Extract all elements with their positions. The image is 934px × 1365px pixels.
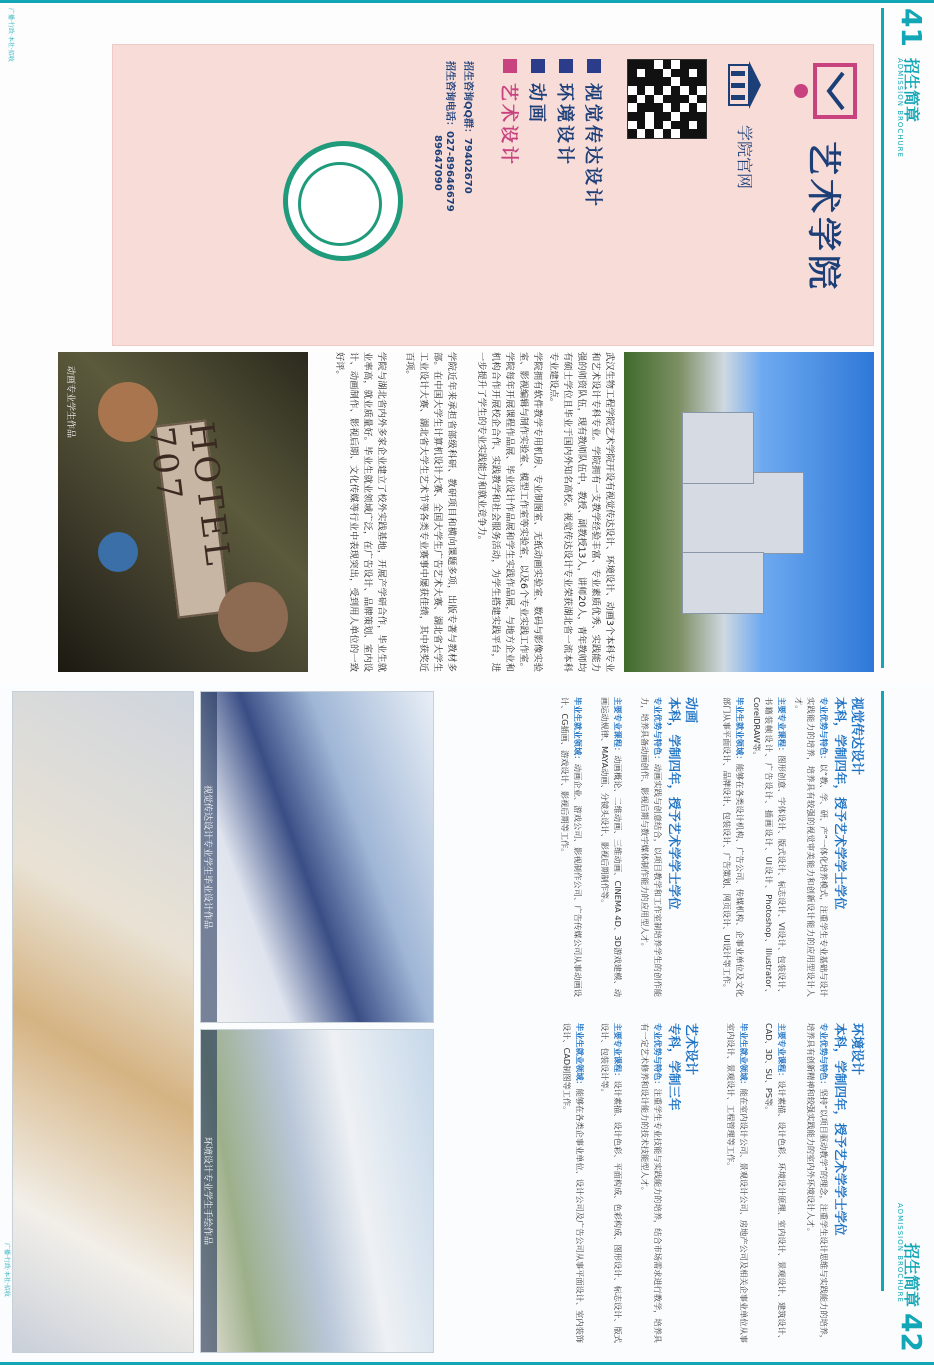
advantage-text: 注重学生专业技能与实践能力的培养，结合市场需求进行教学，培养具有一定艺术修养和设计能力的技术技能型人才。 — [640, 1023, 663, 1343]
courses-label: 主要专业课程： — [613, 697, 623, 756]
footer-left: 广播·行政·本社·招收 — [7, 8, 14, 62]
section-subtitle-animation: 本科，学制四年，授予艺术学学士学位 — [667, 697, 682, 910]
visual-design-work-photo — [200, 691, 434, 1023]
college-logo-icon — [783, 51, 863, 131]
section-subtitle-environment: 本科，学制四年，授予艺术学学士学位 — [833, 1023, 848, 1236]
career-label: 毕业生就业领域： — [573, 697, 583, 764]
courses-text: 图形创意、字体设计、版式设计、标志设计、VI设计、包装设计、书籍装帧设计、广告设计、插画设计、UI设计、Photoshop、Illustrator、CorelDRAW等。 — [752, 697, 787, 997]
building-shape — [682, 552, 764, 614]
career-label: 毕业生就业领域： — [739, 1023, 749, 1089]
major-label: 动画 — [526, 83, 547, 125]
building-shape — [682, 412, 754, 484]
advantage-text: 以“教、学、研、产”一体化培养模式，注重学生专业基础与设计实践能力的培养，培养具有较强的视觉审美能力和创新设计能力的应用型设计人才。 — [794, 697, 829, 997]
page-41 — [0, 0, 934, 682]
visual-courses — [751, 697, 789, 997]
career-label: 毕业生就业领域： — [735, 697, 745, 764]
qr-code-icon[interactable] — [627, 59, 707, 139]
major-item-visual — [581, 59, 607, 209]
building-shape — [682, 472, 804, 554]
career-text: 动画企业、游戏公司、影视制作公司、广告传媒公司从事动画设计、CG插画、游戏设计、影视后期等工作。 — [560, 697, 583, 997]
visual-advantage — [793, 697, 831, 997]
bullet-square-icon — [587, 59, 601, 73]
environment-career — [725, 1023, 750, 1343]
character-figure — [218, 582, 288, 652]
visual-career — [721, 697, 746, 997]
major-item-environment — [553, 59, 579, 167]
major-label: 艺术设计 — [498, 83, 519, 167]
website-label: 学院官网 — [735, 125, 754, 190]
header-title-right: 招生简章 — [902, 1243, 921, 1308]
section-title-art-design: 艺术设计 — [683, 1023, 698, 1076]
art-design-courses — [599, 1023, 624, 1343]
advantage-label: 专业优势与特色： — [653, 1023, 663, 1089]
intro-para-4: 学院与湖北省内外多家企业建立了校外实践基地，开展产学研合作，毕业生就业率高，就业质量好。毕业生就业领域广泛，在广告设计、品牌策划、室内设计、动画制作、影视后期、文化传媒等行业中表现突出，受到用人单位的一致好评。 — [334, 352, 387, 672]
animation-advantage — [639, 697, 664, 997]
major-label: 视觉传达设计 — [582, 83, 603, 209]
intro-para-1: 武汉生物工程学院艺术学院开设有视觉传达设计、环境设计、动画3个本科专业和艺术设计专科专业。学院拥有一支教学经验丰富、专业素质优秀、实践能力强的师资队伍，现有教师队伍中，教授、副教授13人，讲师20人，青年教师均有硕士学位且毕业于国内外知名高校。视觉传达设计专业荣获湖北省一流本科专业建设点。 — [548, 352, 615, 672]
art-design-career — [561, 1023, 586, 1343]
advantage-text: 坚持“以项目驱动教学”的理念，注重学生设计思维与实践能力的培养，培养具有创新精神和较强实践能力的室内外环境设计人才。 — [806, 1023, 829, 1343]
page-42 — [0, 683, 934, 1365]
work-caption: 视觉传达设计专业学生毕业设计作品 — [201, 692, 217, 1022]
major-item-animation — [525, 59, 551, 125]
header-title-left: 招生简章 — [902, 58, 921, 123]
contact-phone: 招生咨询电话：027-89646679 — [444, 61, 455, 212]
intro-para-3: 学院近年来承担省部级科研、教研项目和横向课题多项，出版专著与教材多部。在中国大学生计算机设计大赛、全国大学生广告艺术大赛、湖北省大学生工业设计大赛、湖北省大学生艺术节等各类专业赛事中屡获佳绩，其中获奖近百项。 — [404, 352, 457, 672]
header-sub-right: ADMISSION BROCHURE — [896, 1203, 904, 1303]
college-info-box — [112, 44, 874, 346]
work-caption: 环境设计专业学生手绘作品 — [201, 1030, 217, 1352]
header-rule-right — [881, 691, 884, 1291]
environment-work-photo — [200, 1029, 434, 1353]
major-label: 环境设计 — [554, 83, 575, 167]
advantage-text: 动画实践与创意结合，以项目教学和工作室制培养学生的创作能力，培养具备动画创作、影视后期与数字媒体制作能力的应用型人才。 — [640, 697, 663, 997]
seal-icon — [283, 141, 403, 261]
page-number-42: 42 — [895, 1313, 928, 1352]
courses-label: 主要专业课程： — [613, 1023, 623, 1081]
courses-text: 动画概论、二维动画、三维动画、CINEMA 4D、3D游戏建模、动画运动规律、MAYA动画、分镜头设计、影视后期制作等。 — [600, 697, 623, 997]
advantage-label: 专业优势与特色： — [819, 697, 829, 764]
page-42-header — [878, 683, 934, 1365]
header-sub-left: ADMISSION BROCHURE — [896, 58, 904, 158]
art-design-advantage — [639, 1023, 664, 1343]
section-title-environment: 环境设计 — [849, 1023, 864, 1076]
section-subtitle-visual: 本科，学制四年，授予艺术学学士学位 — [833, 697, 848, 910]
courses-text: 设计素描、设计色彩、环境设计原理、室内设计、景观设计、建筑设计、CAD、3D、SU、PS等。 — [764, 1023, 787, 1343]
contact-qq: 招生咨询QQ群：79402670 — [462, 61, 473, 194]
animation-career — [559, 697, 584, 997]
intro-para-2: 学院拥有软件教学专用机房、专业制图室、无纸动画实验室、数码与影像实验室、影视编辑与制作实验室、模型工作室等实验室，以及6个专业实践工作室。学院每年开展课程作品展、毕业设计作品展和学生实践作品展，与地方企业和机构合作开展校企合作、实践教学和社会服务活动，为学生搭建实践平台，进一步提升了学生的专业实践能力和就业竞争力。 — [476, 352, 543, 672]
section-subtitle-art-design: 专科，学制三年 — [667, 1023, 682, 1111]
environment-courses — [763, 1023, 788, 1343]
advantage-label: 专业优势与特色： — [653, 697, 663, 764]
building-icon — [725, 57, 765, 113]
page-41-header — [878, 0, 934, 682]
career-text: 能在室内设计公司、景观设计公司、房地产公司及相关企事业单位从事室内设计、景观设计、工程管理等工作。 — [726, 1023, 749, 1343]
career-text: 能够在各类企事业单位、设计公司及广告公司从事平面设计、室内装饰设计、CAD制图等工作。 — [562, 1023, 585, 1343]
left-edge-bar — [0, 0, 934, 3]
courses-label: 主要专业课程： — [777, 1023, 787, 1081]
bullet-square-icon — [503, 59, 517, 73]
header-rule-left — [881, 8, 884, 668]
character-figure — [98, 532, 138, 572]
section-title-animation: 动画 — [683, 697, 698, 724]
hotel-sign: HOTEL 707 — [154, 420, 229, 619]
bullet-square-icon — [531, 59, 545, 73]
courses-label: 主要专业课程： — [777, 697, 787, 756]
advantage-label: 专业优势与特色： — [819, 1023, 829, 1089]
courses-text: 设计素描、设计色彩、平面构成、色彩构成、图形设计、标志设计、版式设计、包装设计等。 — [600, 1023, 623, 1343]
animation-courses — [599, 697, 624, 997]
contact-phone-2: 89647090 — [432, 135, 443, 191]
section-title-visual: 视觉传达设计 — [849, 697, 864, 776]
footer-right: 广播·行政·本社·招收 — [3, 1243, 10, 1297]
college-name: 艺术学院 — [803, 141, 843, 293]
major-item-art-design — [497, 59, 523, 167]
seal-inner-ring — [298, 162, 382, 246]
campus-building-photo — [624, 352, 874, 672]
animation-photo-caption: 动画专业学生作品 — [65, 366, 75, 439]
bullet-square-icon — [559, 59, 573, 73]
packaging-work-photo — [12, 691, 194, 1353]
career-text: 能够在各类设计机构、广告公司、传媒机构、企事业单位及文化部门从事平面设计、品牌设计、包装设计、广告策划、网页设计、UI设计等工作。 — [722, 697, 745, 997]
page-number-41: 41 — [895, 8, 928, 47]
character-figure — [98, 382, 158, 442]
environment-advantage — [805, 1023, 830, 1343]
animation-work-photo — [58, 352, 308, 672]
career-label: 毕业生就业领域： — [575, 1023, 585, 1089]
